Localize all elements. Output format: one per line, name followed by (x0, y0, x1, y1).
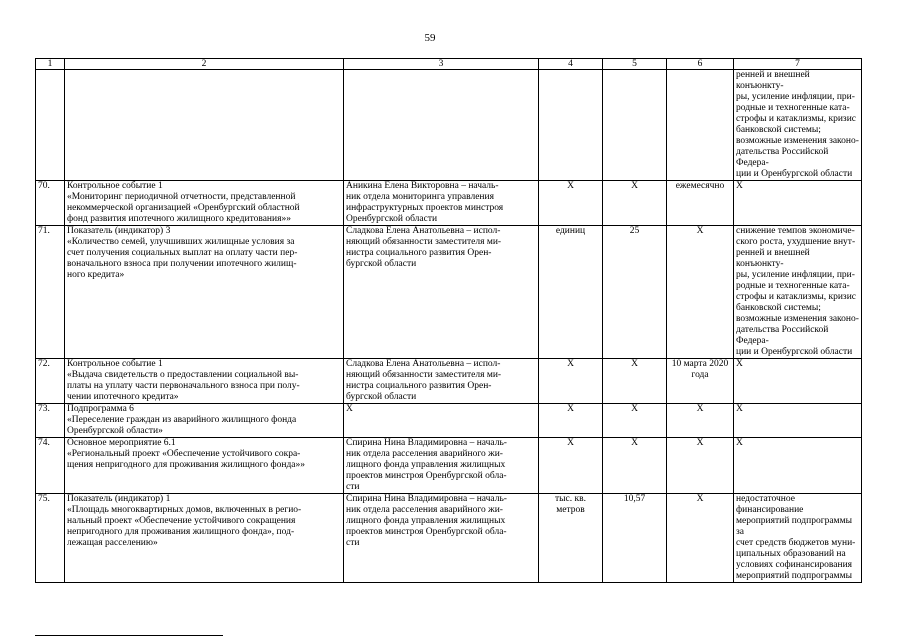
event-description-cell (65, 226, 344, 359)
risk-text-line: строфы и катаклизмы, кризис (736, 292, 856, 302)
description-line: фонд развития ипотечного жилищного кредитования»» (67, 214, 291, 224)
responsible-line: няющий обязанности заместителя ми- (346, 370, 502, 380)
responsible-line: Оренбургской области (346, 214, 438, 224)
description-line: «Переселение граждан из аварийного жилищного фонда (67, 415, 297, 425)
description-line: непригодного для проживания жилищного фонда», под- (67, 527, 295, 537)
description-line: лежащая расселению» (67, 538, 158, 548)
responsible-line: сти (346, 482, 360, 492)
column-header-3: 3 (344, 59, 539, 70)
table-row (36, 494, 862, 583)
risk-text-line: ции и Оренбургской области (736, 347, 853, 357)
description-line: «Выдача свидетельств о предоставлении социальной вы- (67, 370, 299, 380)
value-cell: X (603, 438, 667, 494)
risk-text-line: ры, усиление инфляции, при- (736, 270, 855, 280)
responsible-person-cell (344, 181, 539, 226)
risk-text-line: дательства Российской Федера- (736, 147, 829, 168)
risk-text-line: ры, усиление инфляции, при- (736, 92, 855, 102)
risk-text-line: ренней и внешней конъюнкту- (736, 248, 810, 269)
table-row (36, 438, 862, 494)
responsible-line: ник отдела расселения аварийного жи- (346, 505, 503, 515)
responsible-person-cell (344, 226, 539, 359)
periodicity-cell: ежемесячно (667, 181, 734, 226)
risk-text-line: мероприятий подпрограммы за (736, 516, 852, 537)
table-cell (344, 70, 539, 181)
table-row (36, 181, 862, 226)
table-cell (603, 70, 667, 181)
description-line: «Региональный проект «Обеспечение устойчивого сокра- (67, 449, 301, 459)
risk-text-line: ренней и внешней конъюнкту- (736, 70, 810, 91)
responsible-line: лищного фонда управления жилищных (346, 460, 506, 470)
risk-text-line: снижение темпов экономиче- (736, 226, 855, 236)
description-line: нальный проект «Обеспечение устойчивого сокращения (67, 516, 296, 526)
description-line: воначального взноса при получении ипотечного жилищ- (67, 259, 297, 269)
risk-text-line: X (736, 404, 743, 414)
risk-text-line: банковской системы; (736, 125, 821, 135)
risk-text-line: строфы и катаклизмы, кризис (736, 114, 856, 124)
risks-cell (734, 404, 862, 438)
event-description-cell (65, 181, 344, 226)
risk-text-line: X (736, 438, 743, 448)
column-header-4: 4 (539, 59, 603, 70)
event-description-cell (65, 359, 344, 404)
risk-text-line: недостаточное финансирование (736, 494, 804, 515)
value-cell: X (603, 404, 667, 438)
responsible-person-cell (344, 359, 539, 404)
risk-text-line: ского роста, ухудшение внут- (736, 237, 856, 247)
risk-text-line: условиях софинансирования (736, 560, 853, 570)
continuation-row (36, 70, 862, 181)
risks-cell (734, 359, 862, 404)
table-row (36, 404, 862, 438)
column-header-7: 7 (734, 59, 862, 70)
event-description-cell (65, 494, 344, 583)
risk-text-line: мероприятий подпрограммы (736, 571, 852, 581)
event-description-cell (65, 404, 344, 438)
responsible-line: нистра социального развития Орен- (346, 248, 492, 258)
unit-cell: X (539, 181, 603, 226)
unit-cell: X (539, 438, 603, 494)
responsible-line: Спирина Нина Владимировна – началь- (346, 494, 507, 504)
responsible-line: бургской области (346, 392, 417, 402)
row-number-cell: 70. (36, 181, 65, 226)
periodicity-cell: X (667, 494, 734, 583)
unit-cell: X (539, 359, 603, 404)
periodicity-cell: X (667, 226, 734, 359)
risk-text-line: возможные изменения законо- (736, 136, 859, 146)
description-line: счет получения социальных выплат на оплату части пер- (67, 248, 298, 258)
continuation-risks-cell (734, 70, 862, 181)
value-cell: X (603, 359, 667, 404)
responsible-person-cell (344, 494, 539, 583)
description-line: Основное мероприятие 6.1 (67, 438, 176, 448)
responsible-person-cell (344, 404, 539, 438)
column-header-1: 1 (36, 59, 65, 70)
risk-text-line: X (736, 359, 743, 369)
column-header-2: 2 (65, 59, 344, 70)
unit-cell: единиц (539, 226, 603, 359)
description-line: Контрольное событие 1 (67, 181, 163, 191)
footnote-divider (35, 635, 223, 636)
responsible-line: Сладкова Елена Анатольевна – испол- (346, 226, 501, 236)
description-line: ного кредита» (67, 270, 125, 280)
responsible-line: Сладкова Елена Анатольевна – испол- (346, 359, 501, 369)
risk-text-line: ции и Оренбургской области (736, 169, 853, 179)
description-line: платы на уплату части первоначального взноса при полу- (67, 381, 300, 391)
risk-text-line: дательства Российской Федера- (736, 325, 829, 346)
description-line: некоммерческой организацией «Оренбургский областной (67, 203, 300, 213)
responsible-line: ник отдела расселения аварийного жи- (346, 449, 503, 459)
unit-cell: X (539, 404, 603, 438)
description-line: щения непригодного для проживания жилищного фонда»» (67, 460, 306, 470)
responsible-person-cell (344, 438, 539, 494)
row-number-cell: 71. (36, 226, 65, 359)
risk-text-line: родные и техногенные ката- (736, 103, 850, 113)
risk-text-line: X (736, 181, 743, 191)
risk-text-line: ципальных образований на (736, 549, 846, 559)
responsible-line: сти (346, 538, 360, 548)
responsible-line: бургской области (346, 259, 417, 269)
row-number-cell: 75. (36, 494, 65, 583)
risk-text-line: возможные изменения законо- (736, 314, 859, 324)
periodicity-cell: X (667, 438, 734, 494)
table-row (36, 226, 862, 359)
table-cell (65, 70, 344, 181)
table-cell (667, 70, 734, 181)
periodicity-cell: 10 марта 2020 года (667, 359, 734, 404)
responsible-line: Спирина Нина Владимировна – началь- (346, 438, 507, 448)
risks-cell (734, 181, 862, 226)
periodicity-cell: X (667, 404, 734, 438)
description-line: «Мониторинг периодичной отчетности, представленной (67, 192, 296, 202)
column-header-6: 6 (667, 59, 734, 70)
table-row (36, 359, 862, 404)
column-header-5: 5 (603, 59, 667, 70)
row-number-cell: 72. (36, 359, 65, 404)
responsible-line: няющий обязанности заместителя ми- (346, 237, 502, 247)
responsible-line: ник отдела мониторинга управления (346, 192, 494, 202)
risk-text-line: банковской системы; (736, 303, 821, 313)
risks-cell (734, 494, 862, 583)
description-line: Показатель (индикатор) 3 (67, 226, 171, 236)
event-description-cell (65, 438, 344, 494)
responsible-line: проектов минстроя Оренбургской обла- (346, 527, 507, 537)
description-line: Оренбургской области» (67, 426, 163, 436)
page-number: 59 (424, 32, 436, 44)
unit-cell: тыс. кв. метров (539, 494, 603, 583)
responsible-line: X (346, 404, 353, 414)
value-cell: X (603, 181, 667, 226)
description-line: «Площадь многоквартирных домов, включенных в регио- (67, 505, 302, 515)
header-row (36, 59, 862, 70)
table-cell (36, 70, 65, 181)
risk-text-line: родные и техногенные ката- (736, 281, 850, 291)
responsible-line: лищного фонда управления жилищных (346, 516, 506, 526)
table-cell (539, 70, 603, 181)
description-line: чении ипотечного кредита» (67, 392, 179, 402)
row-number-cell: 73. (36, 404, 65, 438)
responsible-line: Аникина Елена Викторовна – началь- (346, 181, 499, 191)
responsible-line: нистра социального развития Орен- (346, 381, 492, 391)
description-line: Контрольное событие 1 (67, 359, 163, 369)
value-cell: 25 (603, 226, 667, 359)
risks-cell (734, 226, 862, 359)
risks-cell (734, 438, 862, 494)
row-number-cell: 74. (36, 438, 65, 494)
responsible-line: проектов минстроя Оренбургской обла- (346, 471, 507, 481)
description-line: Подпрограмма 6 (67, 404, 134, 414)
description-line: Показатель (индикатор) 1 (67, 494, 171, 504)
indicators-table (35, 58, 862, 583)
description-line: «Количество семей, улучшивших жилищные условия за (67, 237, 295, 247)
risk-text-line: счет средств бюджетов муни- (736, 538, 856, 548)
value-cell: 10,57 (603, 494, 667, 583)
responsible-line: инфраструктурных проектов минстроя (346, 203, 504, 213)
